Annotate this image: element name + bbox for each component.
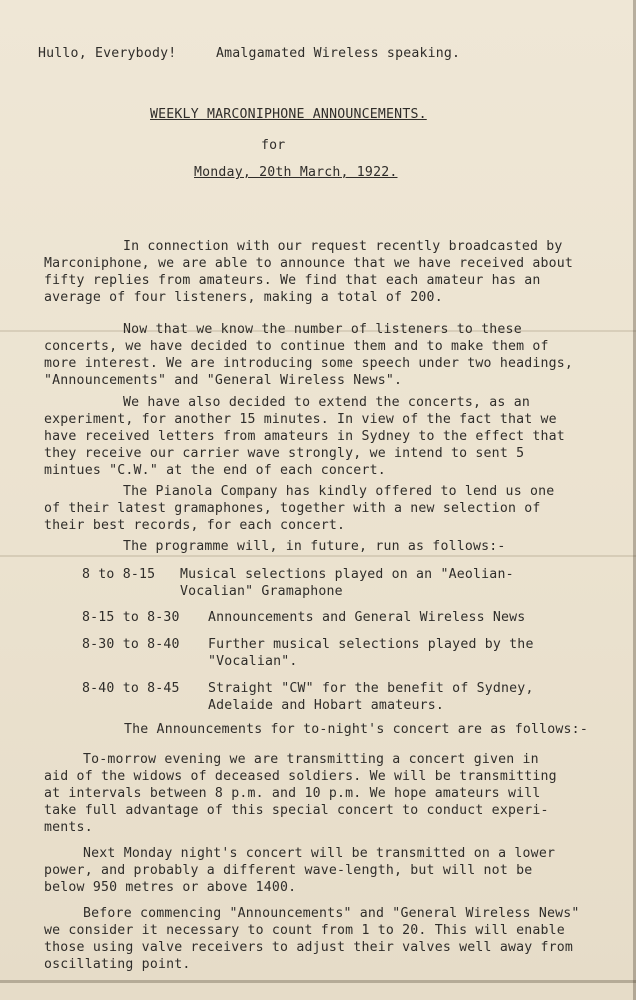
announcements-intro: The Announcements for to-night's concert are as follows:-	[124, 722, 588, 737]
schedule-time: 8-40 to 8-45	[82, 681, 180, 696]
paragraph-line: Marconiphone, we are able to announce that we have received about	[44, 256, 574, 271]
page-title: WEEKLY MARCONIPHONE ANNOUNCEMENTS.	[150, 107, 427, 122]
programme-intro: The programme will, in future, run as follows:-	[123, 539, 506, 554]
title-for-text: for	[261, 138, 286, 153]
paragraph-line: Before commencing "Announcements" and "General Wireless News"	[83, 906, 580, 921]
paragraph-line: average of four listeners, making a total of 200.	[44, 290, 443, 305]
paper-bottom-edge	[0, 980, 636, 983]
schedule-time: 8-30 to 8-40	[82, 637, 180, 652]
title-date: Monday, 20th March, 1922.	[194, 165, 398, 180]
schedule-time: 8-15 to 8-30	[82, 610, 180, 625]
paragraph-line: fifty replies from amateurs. We find that each amateur has an	[44, 273, 541, 288]
paragraph-line: experiment, for another 15 minutes. In view of the fact that we	[44, 412, 557, 427]
paragraph-line: "Announcements" and "General Wireless News".	[44, 373, 403, 388]
schedule-description: Straight "CW" for the benefit of Sydney,	[208, 681, 534, 696]
paragraph-line: The Pianola Company has kindly offered to lend us one	[123, 484, 555, 499]
paragraph-line: take full advantage of this special concert to conduct experi-	[44, 803, 549, 818]
paragraph-line: To-morrow evening we are transmitting a concert given in	[83, 752, 539, 767]
greeting-text: Hullo, Everybody!	[38, 46, 177, 61]
paragraph-line: power, and probably a different wave-length, but will not be	[44, 863, 533, 878]
paragraph-line: Next Monday night's concert will be transmitted on a lower	[83, 846, 556, 861]
paragraph-line: In connection with our request recently broadcasted by	[123, 239, 563, 254]
paragraph-line: mintues "C.W." at the end of each concert.	[44, 463, 386, 478]
paragraph-line: below 950 metres or above 1400.	[44, 880, 297, 895]
station-text: Amalgamated Wireless speaking.	[216, 46, 461, 61]
paragraph-line: have received letters from amateurs in Sydney to the effect that	[44, 429, 565, 444]
paper-fold-line	[0, 555, 636, 557]
schedule-description: Vocalian" Gramaphone	[180, 584, 343, 599]
paragraph-line: Now that we know the number of listeners to these	[123, 322, 522, 337]
paragraph-line: aid of the widows of deceased soldiers. We will be transmitting	[44, 769, 557, 784]
paragraph-line: they receive our carrier wave strongly, we intend to sent 5	[44, 446, 525, 461]
schedule-time: 8 to 8-15	[82, 567, 156, 582]
schedule-description: Announcements and General Wireless News	[208, 610, 526, 625]
schedule-description: "Vocalian".	[208, 654, 298, 669]
paragraph-line: those using valve receivers to adjust their valves well away from	[44, 940, 574, 955]
paragraph-line: oscillating point.	[44, 957, 191, 972]
paragraph-line: We have also decided to extend the concerts, as an	[123, 395, 530, 410]
schedule-description: Musical selections played on an "Aeolian-	[180, 567, 514, 582]
paragraph-line: more interest. We are introducing some speech under two headings,	[44, 356, 574, 371]
paragraph-line: their best records, for each concert.	[44, 518, 346, 533]
paragraph-line: we consider it necessary to count from 1 to 20. This will enable	[44, 923, 565, 938]
paragraph-line: ments.	[44, 820, 93, 835]
paragraph-line: of their latest gramaphones, together with a new selection of	[44, 501, 541, 516]
schedule-description: Further musical selections played by the	[208, 637, 534, 652]
paragraph-line: concerts, we have decided to continue them and to make them of	[44, 339, 549, 354]
schedule-description: Adelaide and Hobart amateurs.	[208, 698, 445, 713]
paragraph-line: at intervals between 8 p.m. and 10 p.m. We hope amateurs will	[44, 786, 541, 801]
